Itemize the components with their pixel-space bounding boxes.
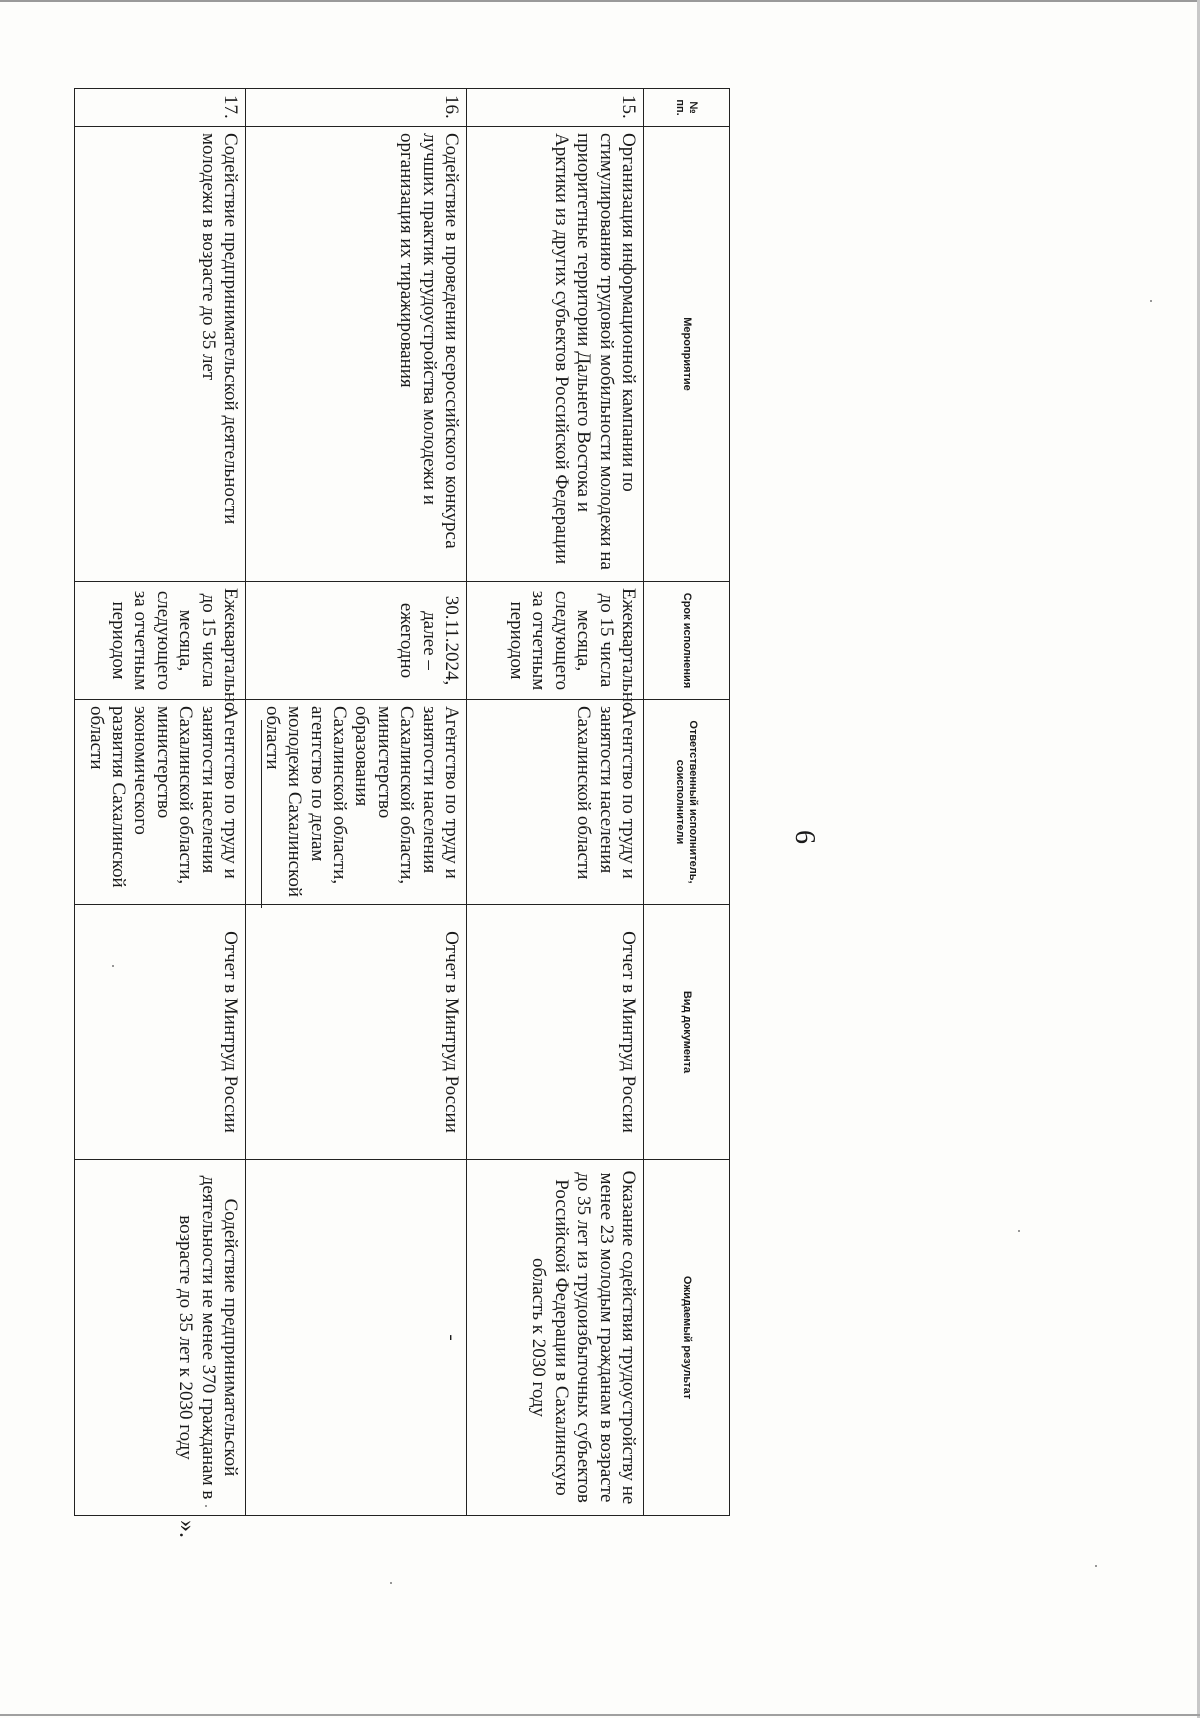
cell-num: 15. — [467, 89, 644, 127]
header-event: Мероприятие — [644, 127, 730, 582]
cell-responsible: Агентство по труду и занятости населения Сахалинской области, министерство образования Сахалинской области, агентство по делам молодежи Сахалинской области — [246, 700, 467, 905]
cell-num: 17. — [75, 89, 246, 127]
cell-result: - — [246, 1160, 467, 1516]
header-result: Ожидаемый результат — [644, 1160, 730, 1516]
cell-responsible: Агентство по труду и занятости населения Сахалинской области — [467, 700, 644, 905]
cell-event: Организация информационной кампании по стимулированию трудовой мобильности молодежи на приоритетные территории Дальнего Востока и Арктики из других субъектов Российской Федерации — [467, 127, 644, 582]
cell-result: Оказание содействия трудоустройству не менее 23 молодым гражданам в возрасте до 35 лет из трудоизбыточных субъектов Российской Федерации в Сахалинскую область к 2030 году — [467, 1160, 644, 1516]
header-num: № пп. — [644, 89, 730, 127]
page-number: 6 — [789, 830, 820, 844]
table-row — [467, 89, 644, 1516]
cell-doc-type: Отчет в Минтруд России — [467, 905, 644, 1160]
scan-speck — [1095, 1565, 1097, 1567]
table-row — [75, 89, 246, 1516]
cell-responsible: Агентство по труду и занятости населения Сахалинской области, министерство экономического развития Сахалинской области — [75, 700, 246, 905]
cell-event: Содействие в проведении всероссийского конкурса лучших практик трудоустройства молодежи и организация их тиражирования — [246, 127, 467, 582]
scan-speck — [1018, 1230, 1020, 1232]
header-deadline: Срок исполнения — [644, 582, 730, 700]
scan-speck — [1150, 300, 1152, 302]
cell-num: 16. — [246, 89, 467, 127]
header-doc-type: Вид документа — [644, 905, 730, 1160]
rotated-page-content — [85, 20, 850, 1660]
cell-result: Содействие предпринимательской деятельности не менее 370 гражданам в возрасте до 35 лет к 2030 году — [75, 1160, 246, 1516]
cell-doc-type: Отчет в Минтруд России — [246, 905, 467, 1160]
action-plan-table — [74, 88, 730, 1516]
cell-deadline: 30.11.2024, далее – ежегодно — [246, 582, 467, 700]
table-header-row — [644, 89, 730, 1516]
cell-deadline: Ежеквартально до 15 числа месяца, следующего за отчетным периодом — [75, 582, 246, 700]
cell-event: Содействие предпринимательской деятельности молодежи в возрасте до 35 лет — [75, 127, 246, 582]
header-responsible: Ответственный исполнитель, соисполнители — [644, 700, 730, 905]
scan-edge-bottom — [0, 1714, 1200, 1716]
cell-deadline: Ежеквартально до 15 числа месяца, следующего за отчетным периодом — [467, 582, 644, 700]
separator-line — [261, 720, 262, 908]
closing-quote-mark: ». — [174, 1520, 200, 1538]
cell-doc-type: Отчет в Минтруд России — [75, 905, 246, 1160]
table-row — [246, 89, 467, 1516]
scan-edge-top — [0, 0, 1200, 2]
